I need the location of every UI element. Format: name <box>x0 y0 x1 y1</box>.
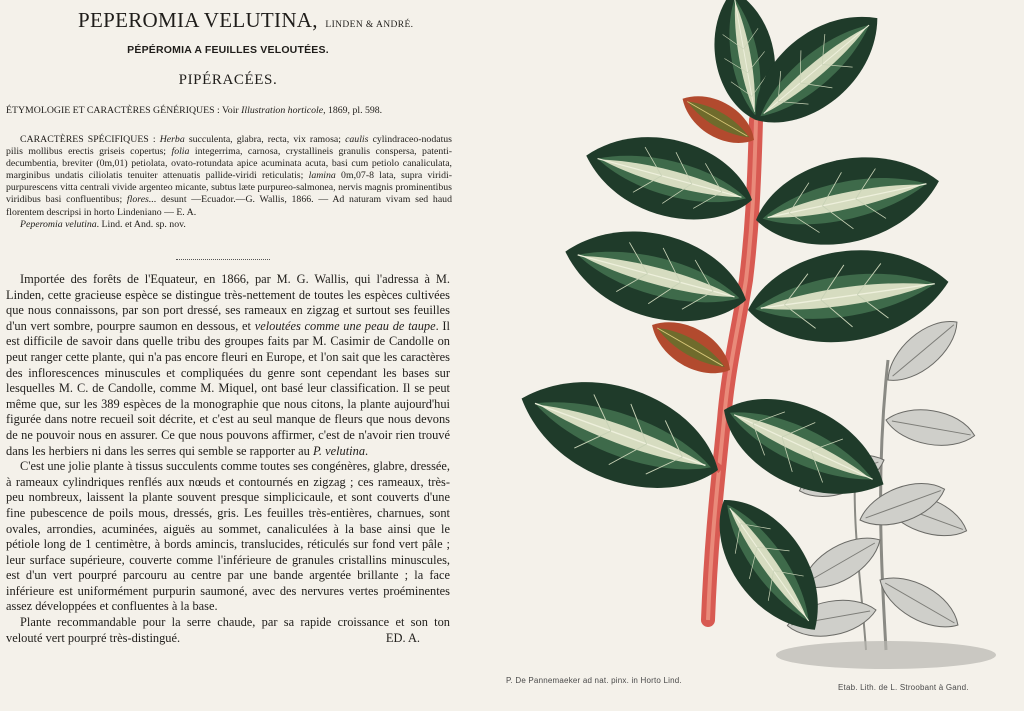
specs-text: integerrima, carnosa, crystallineis granulis conspersa, patenti-decumbentia, breviter (0m,01) petiolata, ovato-rotundata apice acuminata acuta, basi cum petiolo canaliculata, marginibus undatis ciliolatis tenuiter attenuatis pallide-viridi reticulatis; <box>6 146 452 182</box>
body-emphasis: P. velutina <box>312 443 366 458</box>
botanical-plate <box>456 0 1024 711</box>
body-text-run: . Il est difficile de savoir dans quelle tribu des groupes faits par M. Casimir de Candolle on peut ranger cette plante, qui n'a pas encore fleuri en Europe, et l'on sait que les caractères des inflorescences minuscules et compliquées du genre sont cependant les bases sur lesquelles M. C. de Candolle, comme M. Miquel, ont basé leur classification. Il se peut même que, sur les 389 espèces de la monographie que nous citons, la plante aujourd'hui figurée dans notre recueil soit décrite, et c'est au seul manque de fleurs que nous devons de ne pouvoir nous en assurer. Ce que nous pouvons affirmer, c'est de n'avoir rien trouvé dans les herbiers ni dans les serres qui semble se rapporter au <box>6 318 450 458</box>
species-authors: LINDEN & ANDRÉ. <box>325 20 414 30</box>
lithographer-credit: Etab. Lith. de L. Stroobant à Gand. <box>838 683 969 692</box>
specific-characters <box>6 134 452 231</box>
specs-text: succulenta, glabra, recta, vix ramosa; <box>184 134 341 145</box>
specs-term: Peperomia velutina <box>20 218 97 230</box>
body-emphasis: veloutées comme une peau de taupe <box>254 318 436 333</box>
body-text-run: Plante recommandable pour la serre chaude, par sa rapide croissance et son ton velouté vert pourpré très-distingué. <box>6 615 450 645</box>
specs-text: . desunt —Ecuador.—G. Wallis, 1866. — Ad naturam vivam sed haud florentem descripsi in horto Lindeniano — E. A. <box>6 194 452 218</box>
green-leaves <box>506 0 955 650</box>
signature: ED. A. <box>385 630 420 645</box>
etymology-paragraph <box>6 105 452 117</box>
body-paragraph-3 <box>6 615 450 646</box>
section-divider <box>176 259 270 260</box>
etymology-reference: Illustration horticole <box>241 105 324 116</box>
specs-term: caulis <box>345 134 369 145</box>
specs-main <box>6 134 452 219</box>
specs-term: lamina <box>308 170 336 182</box>
french-name: PÉPÉROMIA A FEUILLES VELOUTÉES. <box>127 44 329 56</box>
body-paragraph-1 <box>6 272 450 459</box>
specs-label: CARACTÈRES SPÉCIFIQUES : <box>20 134 156 145</box>
specs-nomen <box>6 219 452 231</box>
body-text <box>6 272 450 646</box>
species-name: PEPEROMIA VELUTINA, <box>78 8 318 32</box>
specs-text: cylindraceo-nodatus pilis mollibus erectis griseis copertus; <box>6 134 452 158</box>
specs-term: folia <box>171 146 190 158</box>
specs-text: . Lind. et And. sp. nov. <box>96 218 186 230</box>
etymology-tail: , 1869, pl. 598. <box>323 105 383 116</box>
etymology-label: ÉTYMOLOGIE ET CARACTÈRES GÉNÉRIQUES : Voir <box>6 105 239 116</box>
painter-credit: P. De Pannemaeker ad nat. pinx. in Horto Lind. <box>506 676 682 685</box>
body-paragraph-2: C'est une jolie plante à tissus succulents comme toutes ses congénères, glabre, dressée, à rameaux cylindriques renflés aux nœuds et contournés en zigzag ; ces rameaux, très-peu nombreux, laissent la plante souvent presque simplicicaule, et sont couverts d'une fine pubescence de poils mous, dressés, gris. Les feuilles très-entières, charnues, sont ovales, arrondies, acuminées, aiguës au sommet, canaliculées à la base ainsi que le pétiole long de 1 centimètre, à bords amincis, translucides, réticulés sur fond vert pâle ; leur surface supérieure, couverte comme l'inférieure de granules cristallins minuscules, est d'un vert pourpré parcouru au centre par une bande argentée brillante ; la face inférieure est uniformément purpurin saumoné, avec des nervures vertes proéminentes assez développées et confluentes à la base. <box>6 459 450 614</box>
body-text-run: . <box>365 443 369 458</box>
page-title <box>78 8 413 33</box>
text-column <box>0 0 456 711</box>
specs-text: 0m,07-8 lata, supra viridi-purpurescens vitta centrali vivide argenteo micante, subtus læte purpureo-salmonea, nervis magnis prominentibus viridibus basi confluentibus; <box>6 170 452 206</box>
body-text-run: Importée des forêts de l'Equateur, en 1866, par M. G. Wallis, qui l'adressa à M. Linden, cette gracieuse espèce se distingue très-nettement de toutes les espèces cultivées que nous connaissons, par son port dressé, ses rameaux en zigzag et surtout ses feuilles d'un vert sombre, pourpre saumon en dessous, et <box>6 272 450 333</box>
plant-illustration <box>456 0 1024 711</box>
specs-term: flores.. <box>126 194 154 206</box>
family-name: PIPÉRACÉES. <box>178 72 278 88</box>
specs-term: Herba <box>159 134 185 145</box>
